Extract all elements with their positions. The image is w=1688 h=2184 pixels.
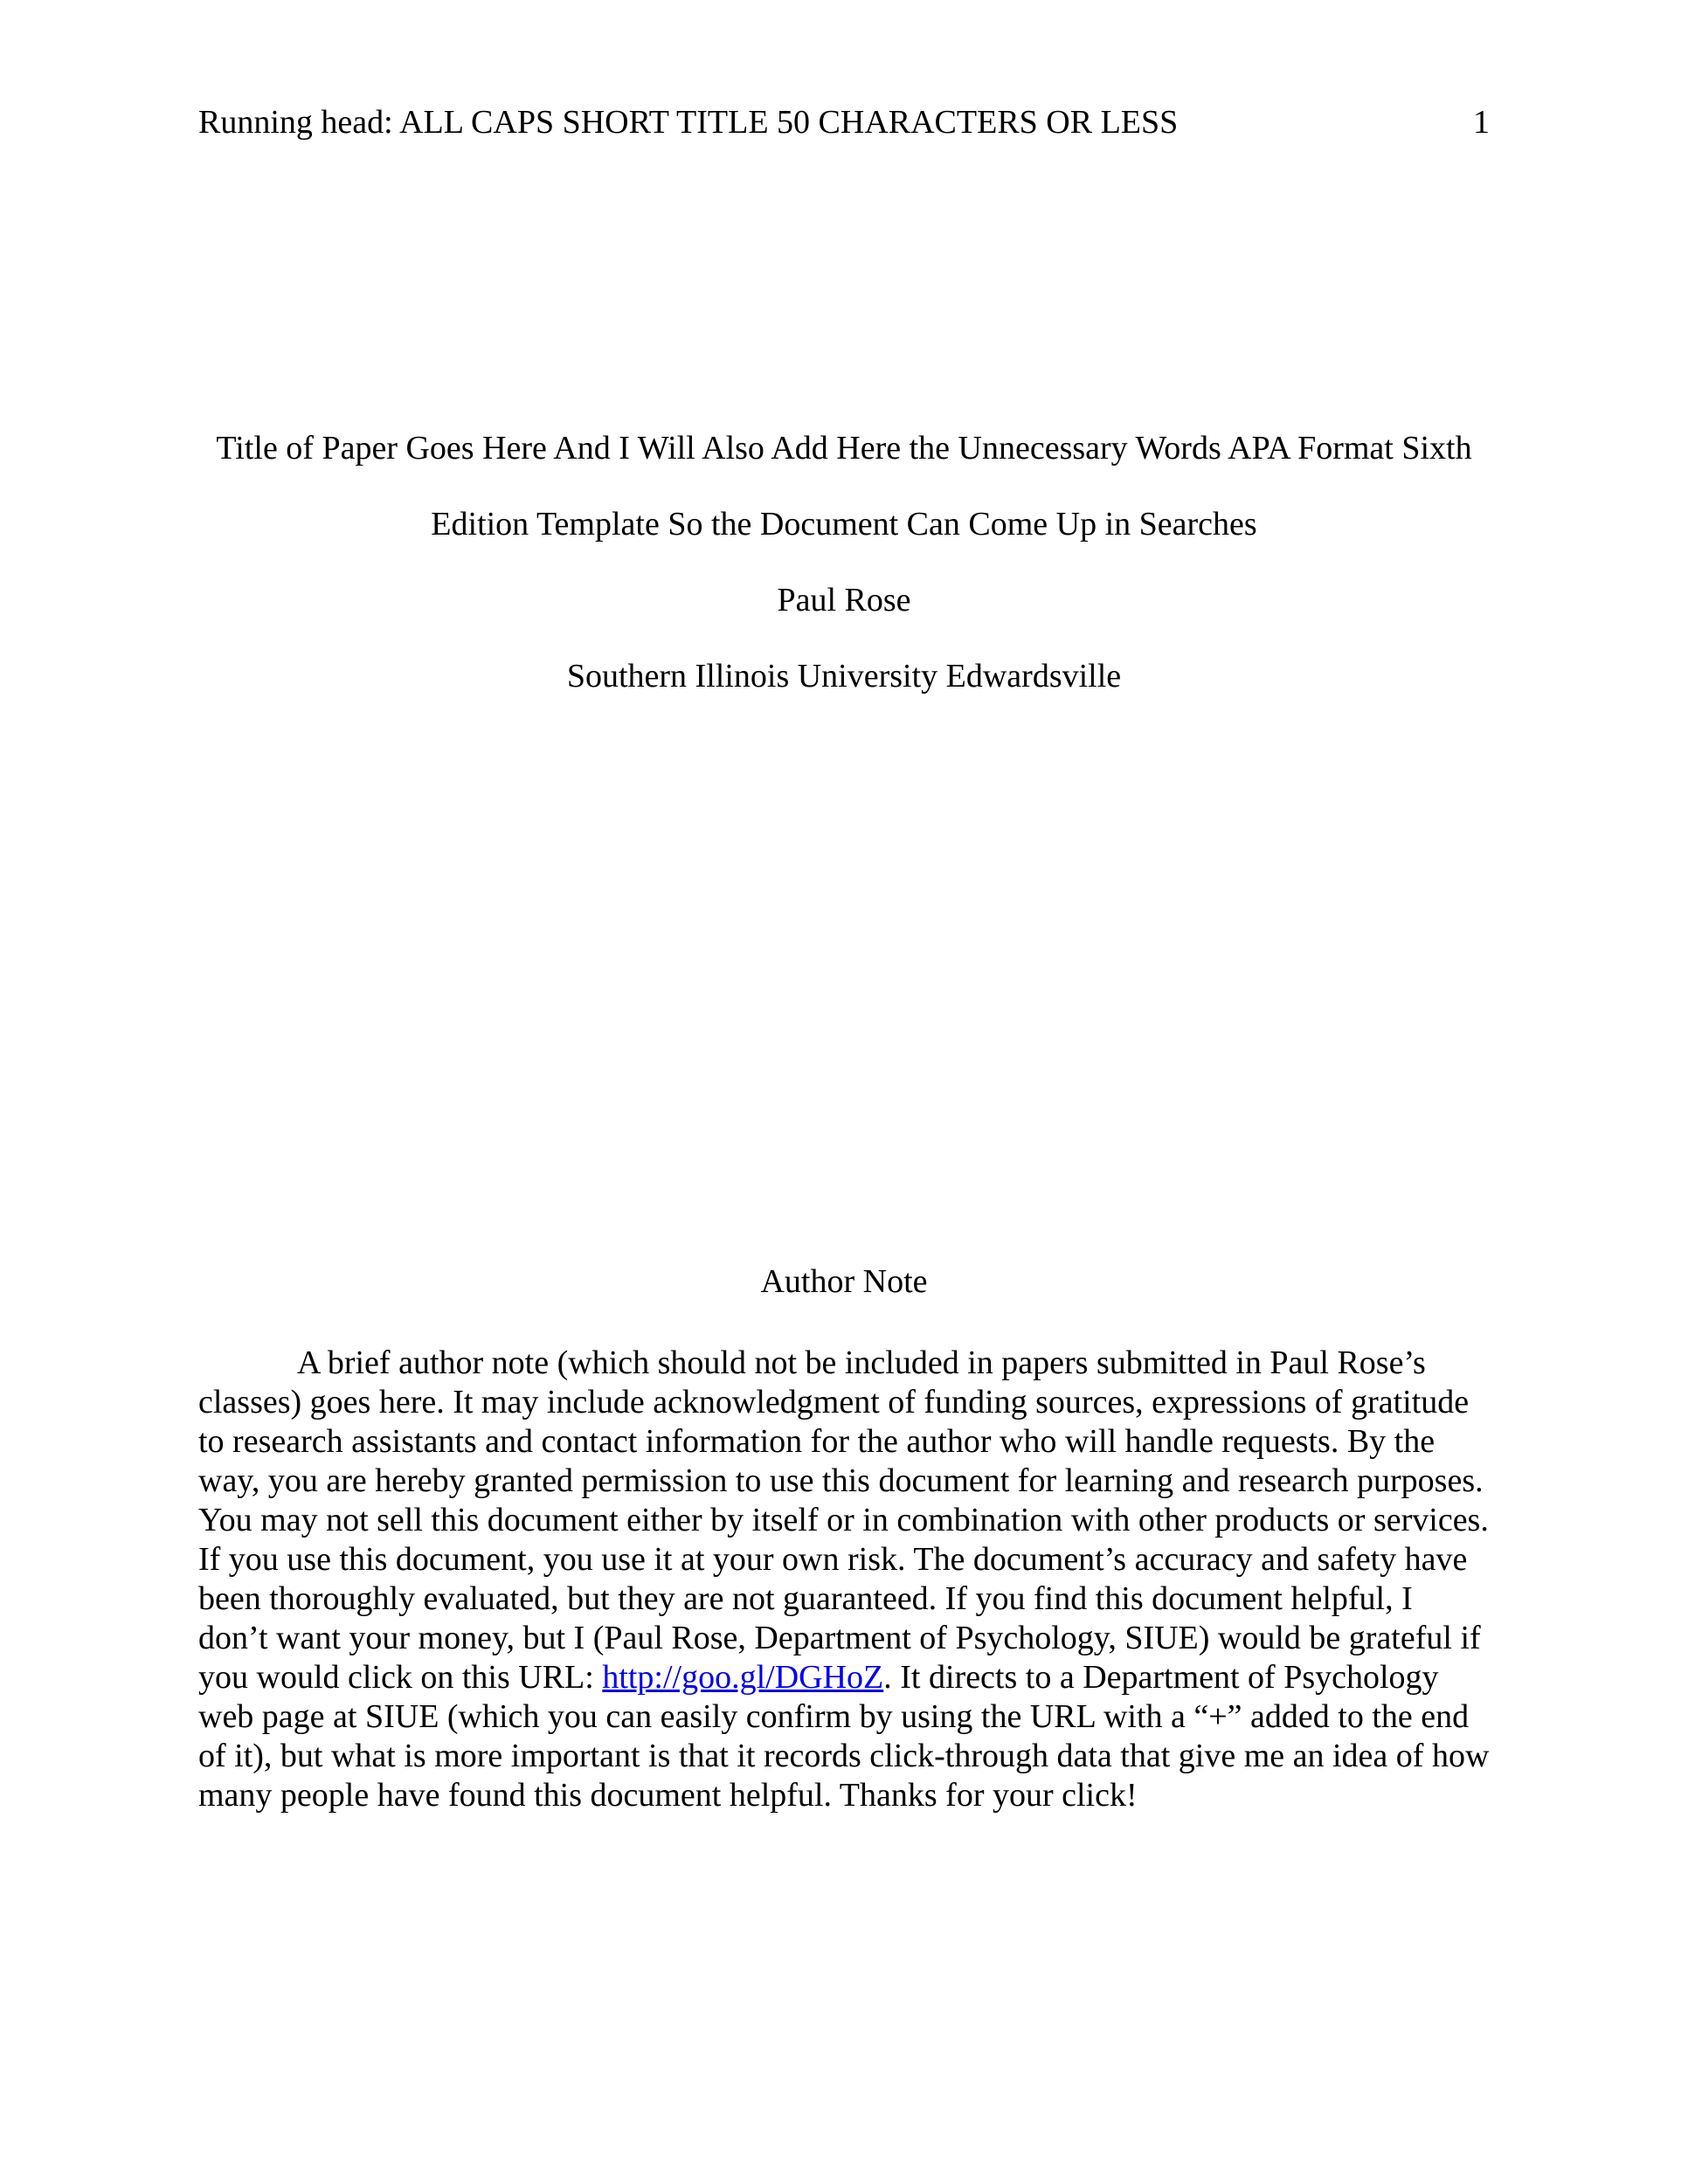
title-block — [198, 411, 1490, 715]
author-note-heading: Author Note — [760, 1263, 928, 1300]
author-affiliation: Southern Illinois University Edwardsville — [566, 658, 1122, 695]
page-number: 1 — [1473, 104, 1490, 141]
running-head: Running head: ALL CAPS SHORT TITLE 50 CHARACTERS OR LESS — [198, 104, 1179, 141]
author-note-text-after-link: . It directs to a Department of Psychology web page at SIUE (which you can easily confirm by using the URL with a “+” added to the end of it), but what is more important is that it records click-through data that give me an idea of how many people have found this document helpful. Thanks for your click! — [198, 1659, 1490, 1814]
author-name: Paul Rose — [777, 582, 911, 619]
paper-title-line-2: Edition Template So the Document Can Come Up in Searches — [431, 506, 1257, 543]
author-note-paragraph — [198, 1344, 1490, 1815]
psychology-url-link[interactable]: http://goo.gl/DGHoZ — [602, 1659, 884, 1696]
paper-title-line-1: Title of Paper Goes Here And I Will Also Add Here the Unnecessary Words APA Format Sixth — [216, 430, 1472, 467]
page-header — [198, 103, 1490, 142]
author-note-text-before-link: A brief author note (which should not be included in papers submitted in Paul Rose’s classes) goes here. It may include acknowledgment of funding sources, expressions of gratitude to research assistants and contact information for the author who will handle requests. By the way, you are hereby granted permission to use this document for learning and research purposes. You may not sell this document either by itself or in combination with other products or services. If you use this document, you use it at your own risk. The document’s accuracy and safety have been thoroughly evaluated, but they are not guaranteed. If you find this document helpful, I don’t want your money, but I (Paul Rose, Department of Psychology, SIUE) would be grateful if you would click on this URL: — [198, 1344, 1489, 1696]
